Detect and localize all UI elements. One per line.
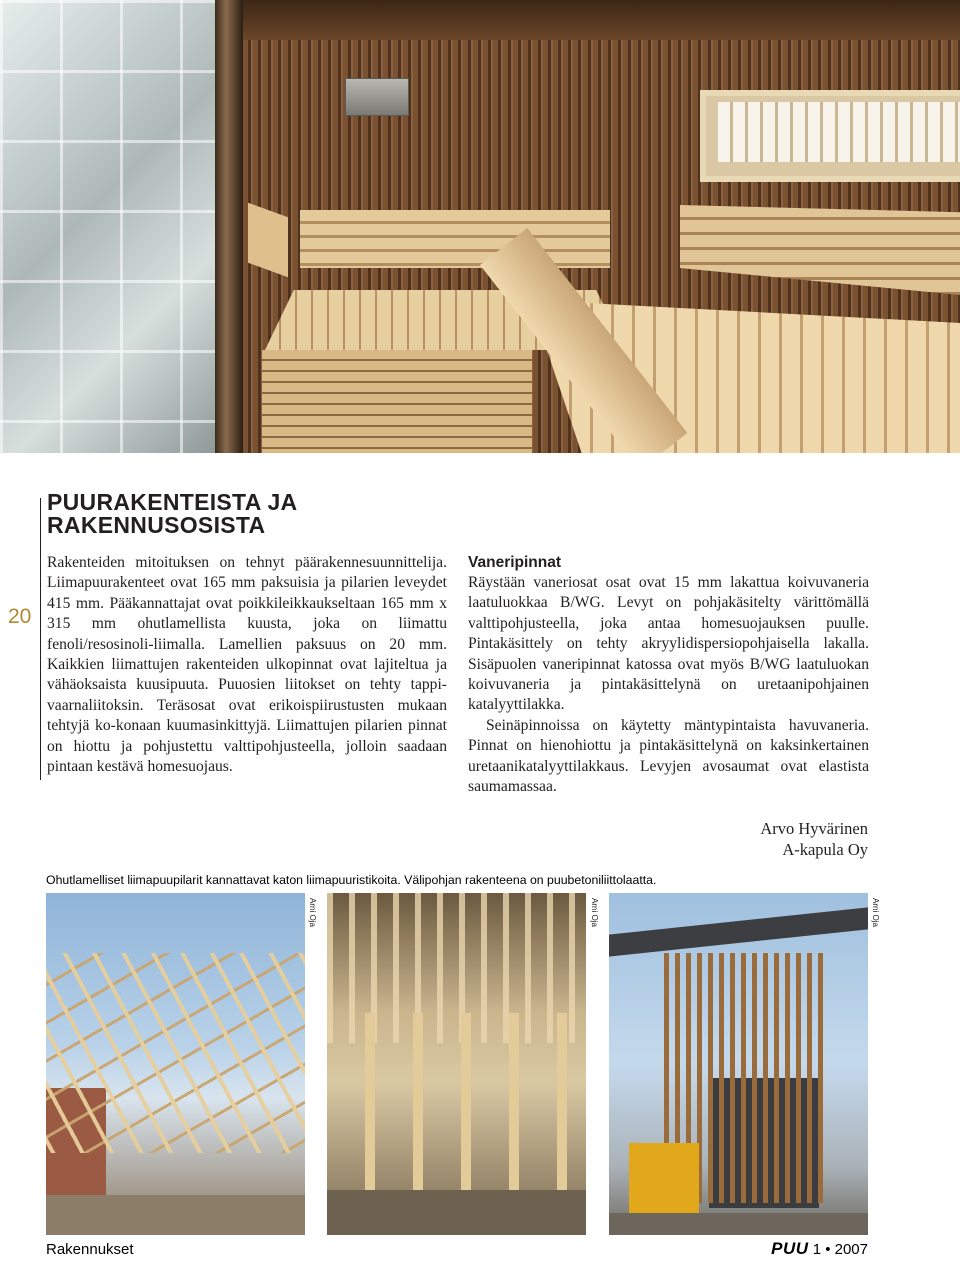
footer-brand: PUU (771, 1239, 809, 1258)
glass-block-wall (0, 0, 215, 453)
footer-section: Rakennukset (46, 1241, 134, 1258)
timber-posts (327, 1013, 586, 1193)
ground (609, 1213, 868, 1235)
scissor-lift (629, 1143, 699, 1223)
photo-credit-2: Arni Oja (590, 898, 599, 927)
left-column (47, 553, 447, 777)
timber-trusses (46, 953, 305, 1153)
left-column-text: Rakenteiden mitoituksen on tehnyt päärakennesuunnittelija. Liimapuurakenteet ovat 165 mm paksuisia ja pilarien leveydet 415 mm. Pääkannattajat ovat poikkileikkaukseltaan 165 mm x 315 mm ohutlamellista kuusta, joka on liimattu fenoli/resosinoli-liimalla. Lamellien paksuus on 20 mm. Kaikkien liimattujen rakenteiden ulkopinnat ovat lajiteltua ja vähäoksaista kuusipuuta. Puuosien liitokset on tehty tappi-vaarnaliitoksin. Teräsosat ovat erikoispiirustusten mukaan tehtyjä ko-konaan kuumasinkittyjä. Liimattujen pilarien pinnat on hiottu ja pohjustettu valttipohjusteella, jolloin saadaan pintaan kestävä homesuojaus. (47, 554, 447, 776)
article-title-line-1: PUURAKENTEISTA JA (47, 489, 298, 515)
section-heading: Vaneripinnat (468, 554, 562, 571)
side-rule (40, 498, 41, 780)
bench-backrest (300, 210, 610, 268)
footer-issue: 1 • 2007 (812, 1241, 868, 1258)
author-block (760, 818, 868, 860)
roof-edge (609, 907, 868, 956)
sauna-window (718, 102, 960, 162)
article-title-line-2: RAKENNUSOSISTA (47, 512, 266, 538)
page-number: 20 (8, 605, 32, 628)
right-paragraph-1: Räystään vaneriosat osat ovat 15 mm lakattua koivuvaneria laatuluokkaa B/WG. Levyt on pohjakäsitelty värittömällä valttipohjusteella, joka antaa homesuojauksen puulle. Pintakäsittely on tehty akryylidispersiopohjaisella lakalla. Sisäpuolen vaneripinnat katossa ovat myös B/WG laatuluokan koivuvaneria ja pintakäsittelynä on uretaanipohjainen katalyyttilakka. (468, 574, 869, 714)
ground (46, 1195, 305, 1235)
photo-credit-1: Arni Oja (308, 898, 317, 927)
sauna-photo (0, 0, 960, 453)
glass-wall-edge (215, 0, 243, 453)
speaker-box (345, 78, 409, 116)
photo-truss-construction (46, 893, 305, 1235)
article-title (47, 491, 297, 537)
photo-interior-frame (327, 893, 586, 1235)
sauna-ceiling (243, 0, 960, 40)
photo-building-facade (609, 893, 868, 1235)
right-paragraph-2: Seinäpinnoissa on käytetty mäntypintaista havuvaneria. Pinnat on hienohiottu ja pintakäsittelynä on kaksinkertainen uretaanikatalyyttilakkaus. Levyjen avosaumat ovat elastista saumamassaa. (468, 716, 869, 796)
footer-publication (771, 1239, 868, 1259)
bench-front (262, 350, 532, 453)
photo-credit-3: Arni Oja (871, 898, 880, 927)
author-company: A-kapula Oy (782, 840, 868, 859)
floor (327, 1190, 586, 1235)
right-column (468, 553, 869, 797)
photo-caption: Ohutlamelliset liimapuupilarit kannattavat katon liimapuuristikoita. Välipohjan rakenteena on puubetoniliittolaatta. (46, 873, 657, 887)
author-name: Arvo Hyvärinen (760, 819, 868, 838)
